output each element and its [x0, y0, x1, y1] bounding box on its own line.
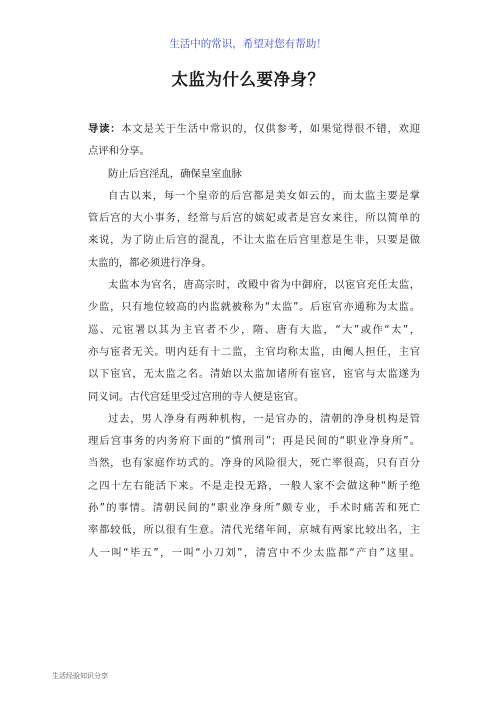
paragraph-line: 当然，也有家庭作坊式的。净身的风险很大，死亡率很高，只有百分 [88, 457, 420, 470]
paragraph-line: 自古以来，每一个皇帝的后宫都是美女如云的，而太监主要是掌 [108, 189, 420, 202]
paragraph-line: 过去，男人净身有两种机构，一是官办的，清朝的净身机构是管 [108, 412, 420, 425]
header-note: 生活中的常识，希望对您有帮助！ [169, 38, 327, 50]
paragraph-line: 人一叫“毕五”，一叫“小刀刘”，清宫中不少太监都“产自”这里。 [88, 546, 420, 559]
paragraph-line: 巡、元宦署以其为主官者不少，隋、唐有大监，“大”或作“太”， [88, 323, 420, 336]
footer-note: 生活经验知识分享 [52, 672, 108, 680]
paragraph-line: 以下宦官，无太监之名。清始以太监加诸所有宦官，宦官与太监遂为 [88, 368, 420, 381]
paragraph-line: 太监本为官名，唐高宗时，改殿中省为中御府，以宦官充任太监， [108, 279, 420, 292]
paragraph-line: 太监的，都必须进行净身。 [88, 256, 212, 269]
paragraph-line: 亦与宦者无关。明内廷有十二监，主官均称太监，由阉人担任，主官 [88, 345, 420, 358]
paragraph-line: 少监，只有地位较高的内监就被称为“太监”。后宦官亦通称为太监。 [88, 301, 420, 314]
intro-text: 本文是关于生活中常识的，仅供参考，如果觉得很不错，欢迎 [121, 123, 421, 135]
intro-line: 点评和分享。 [88, 145, 150, 158]
paragraph-line: 率都较低，所以很有生意。清代光绪年间，京城有两家比较出名，主 [88, 524, 420, 537]
paragraph-line: 来说，为了防止后宫的混乱，不让太监在后宫里惹是生非，只要是做 [88, 234, 420, 247]
paragraph-line: 之四十左右能活下来。不是走投无路，一般人家不会做这种“断子绝 [88, 479, 420, 492]
paragraph-line: 同义词。古代宫廷里受过宫刑的寺人便是宦官。 [88, 390, 305, 403]
section-heading: 防止后宫淫乱，确保皇室血脉 [108, 167, 242, 180]
document-body [88, 118, 420, 564]
intro-line [88, 118, 420, 140]
paragraph-line: 理后宫事务的内务府下面的“慎刑司”；再是民间的“职业净身所”。 [88, 435, 420, 448]
paragraph-line: 孙”的事情。清朝民间的“职业净身所”颇专业，手术时痛苦和死亡 [88, 502, 420, 515]
paragraph-line: 管后宫的大小事务，经常与后宫的嫔妃或者是宫女来往，所以简单的 [88, 212, 420, 225]
intro-label: 导读： [88, 123, 122, 135]
page-title: 太监为什么要净身？ [171, 70, 325, 89]
